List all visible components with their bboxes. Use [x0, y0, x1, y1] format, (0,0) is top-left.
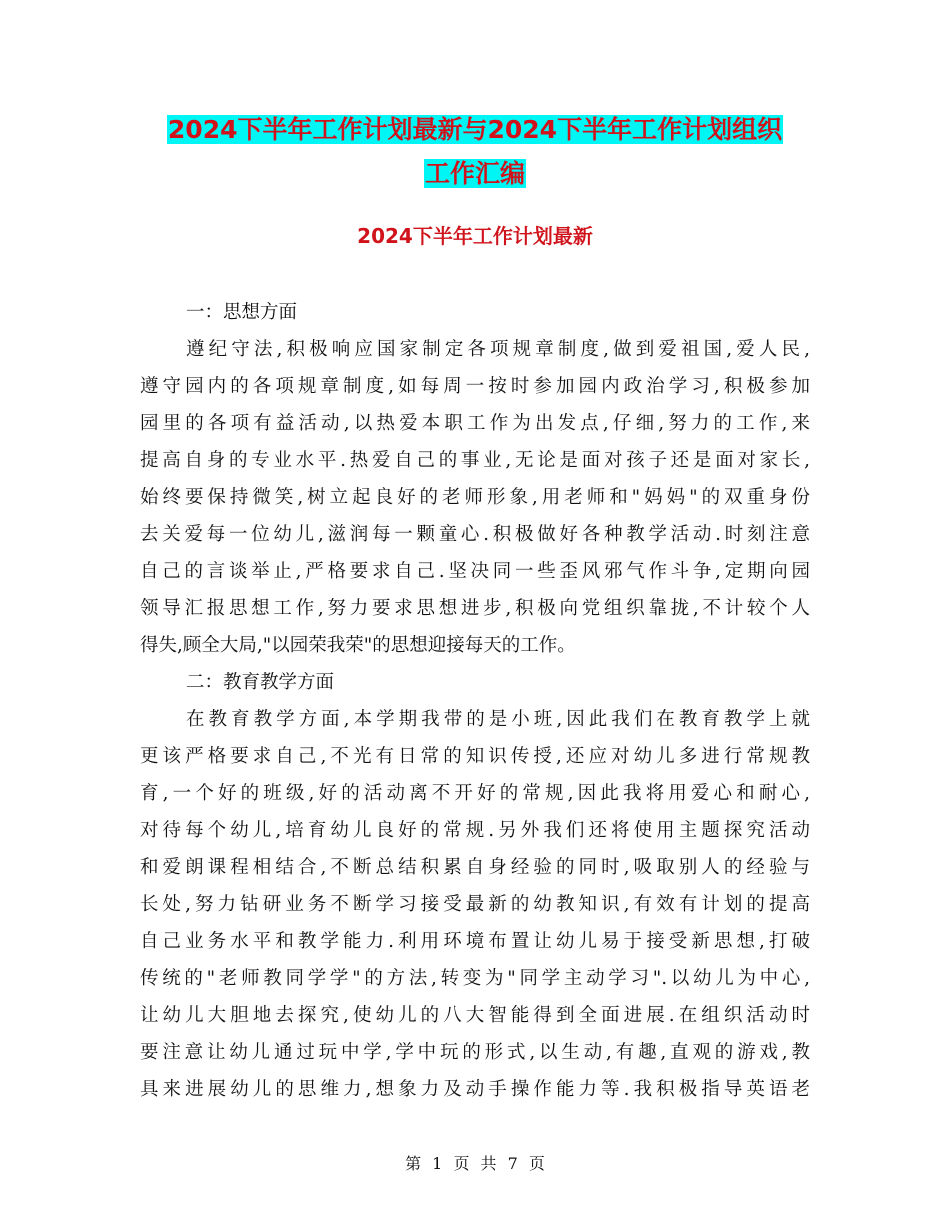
paragraph-line: 遵守园内的各项规章制度,如每周一按时参加园内政治学习,积极参加 [140, 376, 810, 397]
paragraph-line: 自己业务水平和教学能力.利用环境布置让幼儿易于接受新思想,打破 [140, 931, 810, 952]
paragraph-line: 长处,努力钻研业务不断学习接受最新的幼教知识,有效有计划的提高 [140, 894, 810, 915]
paragraph-line: 和爱朗课程相结合,不断总结积累自身经验的同时,吸取别人的经验与 [140, 857, 810, 878]
page-footer: 第 1 页 共 7 页 [405, 1154, 545, 1173]
paragraph-line: 在教育教学方面,本学期我带的是小班,因此我们在教育教学上就 [186, 709, 810, 730]
paragraph-line: 育,一个好的班级,好的活动离不开好的常规,因此我将用爱心和耐心, [140, 783, 810, 804]
paragraph-line: 传统的"老师教同学学"的方法,转变为"同学主动学习".以幼儿为中心, [140, 968, 810, 989]
document-title [140, 108, 810, 196]
paragraph-line: 提高自身的专业水平.热爱自己的事业,无论是面对孩子还是面对家长, [140, 450, 810, 471]
section-heading: 2024下半年工作计划最新 [357, 224, 593, 248]
title-line-1: 2024下半年工作计划最新与2024下半年工作计划组织 [167, 115, 783, 144]
paragraph-line: 去关爱每一位幼儿,滋润每一颗童心.积极做好各种教学活动.时刻注意 [140, 524, 810, 545]
paragraph-line: 始终要保持微笑,树立起良好的老师形象,用老师和"妈妈"的双重身份 [140, 487, 810, 508]
paragraph-line: 具来进展幼儿的思维力,想象力及动手操作能力等.我积极指导英语老 [140, 1079, 810, 1100]
paragraph-line: 遵纪守法,积极响应国家制定各项规章制度,做到爱祖国,爱人民, [186, 339, 810, 360]
subheading-thought: 一：思想方面 [186, 302, 298, 323]
paragraph-line: 更该严格要求自己,不光有日常的知识传授,还应对幼儿多进行常规教 [140, 746, 810, 767]
paragraph-line: 园里的各项有益活动,以热爱本职工作为出发点,仔细,努力的工作,来 [140, 413, 810, 434]
paragraph-line: 让幼儿大胆地去探究,使幼儿的八大智能得到全面进展.在组织活动时 [140, 1005, 810, 1026]
body-text [140, 294, 810, 1108]
subheading-teaching: 二：教育教学方面 [186, 672, 335, 693]
title-line-2: 工作汇编 [424, 159, 525, 188]
paragraph-line: 自己的言谈举止,严格要求自己.坚决同一些歪风邪气作斗争,定期向园 [140, 561, 810, 582]
paragraph-line: 要注意让幼儿通过玩中学,学中玩的形式,以生动,有趣,直观的游戏,教 [140, 1042, 810, 1063]
paragraph-line: 得失,顾全大局,"以园荣我荣"的思想迎接每天的工作。 [140, 635, 576, 656]
paragraph-line: 领导汇报思想工作,努力要求思想进步,积极向党组织靠拢,不计较个人 [140, 598, 810, 619]
paragraph-line: 对待每个幼儿,培育幼儿良好的常规.另外我们还将使用主题探究活动 [140, 820, 810, 841]
